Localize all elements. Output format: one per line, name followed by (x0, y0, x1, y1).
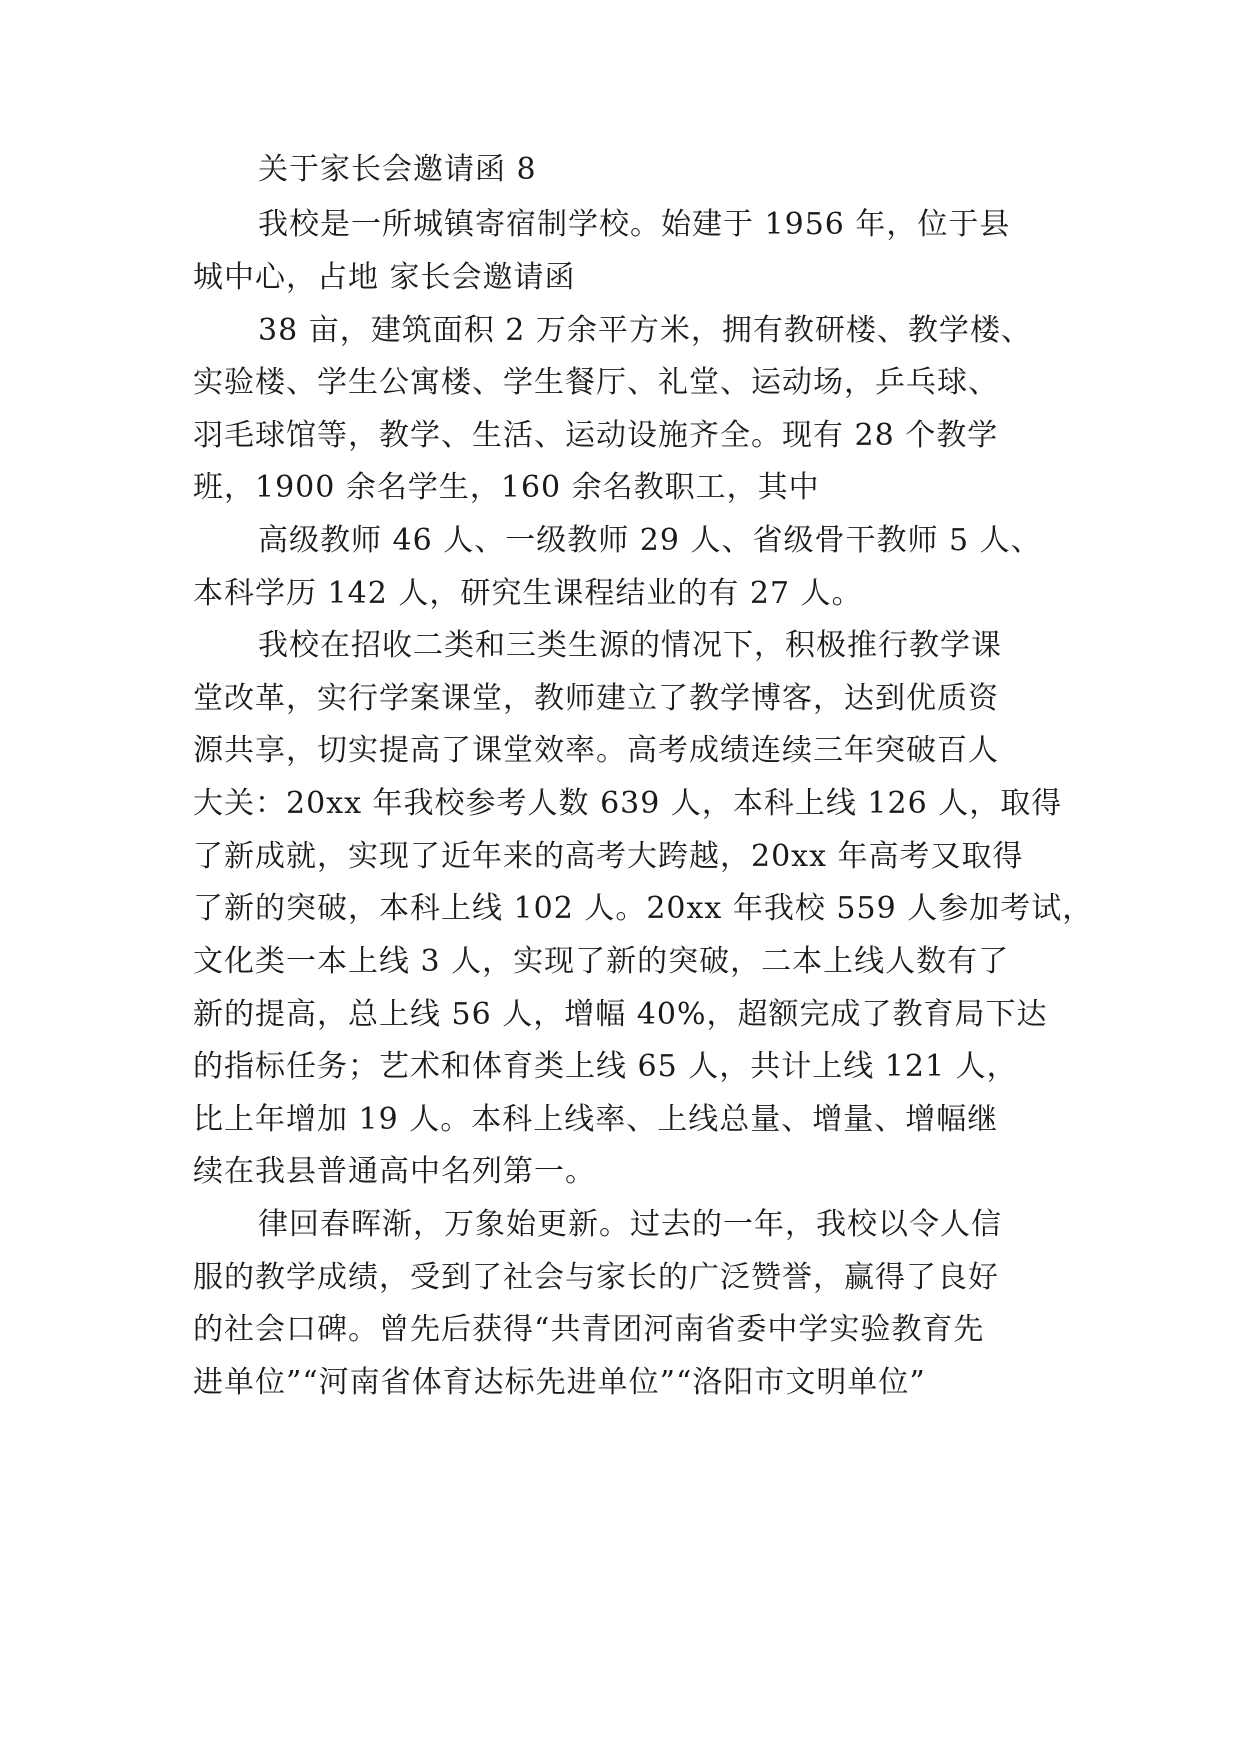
document-title: 关于家长会邀请函 8 (258, 152, 537, 187)
paragraph-line: 实验楼、学生公寓楼、学生餐厅、礼堂、运动场，乒乓球、 (193, 365, 999, 400)
paragraph-line: 了新成就，实现了近年来的高考大跨越，20xx 年高考又取得 (193, 839, 1024, 874)
paragraph-line: 文化类一本上线 3 人，实现了新的突破，二本上线人数有了 (193, 944, 1010, 979)
paragraph-line: 我校在招收二类和三类生源的情况下，积极推行教学课 (258, 628, 1002, 663)
paragraph-line: 高级教师 46 人、一级教师 29 人、省级骨干教师 5 人、 (258, 523, 1042, 558)
paragraph-line: 续在我县普通高中名列第一。 (193, 1154, 596, 1189)
paragraph-line: 堂改革，实行学案课堂，教师建立了教学博客，达到优质资 (193, 681, 999, 716)
paragraph-line: 的指标任务；艺术和体育类上线 65 人，共计上线 121 人， (193, 1049, 1018, 1084)
paragraph-line: 我校是一所城镇寄宿制学校。始建于 1956 年，位于县 (258, 207, 1011, 242)
paragraph-line: 的社会口碑。曾先后获得“共青团河南省委中学实验教育先 (193, 1312, 985, 1347)
paragraph-line: 比上年增加 19 人。本科上线率、上线总量、增量、增幅继 (193, 1102, 999, 1137)
paragraph-line: 城中心，占地 家长会邀请函 (193, 260, 576, 295)
paragraph-line: 新的提高，总上线 56 人，增幅 40%，超额完成了教育局下达 (193, 997, 1048, 1032)
paragraph-line: 源共享，切实提高了课堂效率。高考成绩连续三年突破百人 (193, 733, 999, 768)
paragraph-line: 律回春晖渐，万象始更新。过去的一年，我校以令人信 (258, 1207, 1002, 1242)
paragraph-line: 本科学历 142 人，研究生课程结业的有 27 人。 (193, 576, 863, 611)
paragraph-line: 了新的突破，本科上线 102 人。20xx 年我校 559 人参加考试， (193, 891, 1094, 926)
paragraph-line: 38 亩，建筑面积 2 万余平方米，拥有教研楼、教学楼、 (258, 313, 1032, 348)
paragraph-line: 进单位”“河南省体育达标先进单位”“洛阳市文明单位” (193, 1365, 926, 1400)
paragraph-line: 班，1900 余名学生，160 余名教职工，其中 (193, 470, 820, 505)
paragraph-line: 大关：20xx 年我校参考人数 639 人，本科上线 126 人，取得 (193, 786, 1063, 821)
paragraph-line: 服的教学成绩，受到了社会与家长的广泛赞誉，赢得了良好 (193, 1260, 999, 1295)
paragraph-line: 羽毛球馆等，教学、生活、运动设施齐全。现有 28 个教学 (193, 418, 999, 453)
